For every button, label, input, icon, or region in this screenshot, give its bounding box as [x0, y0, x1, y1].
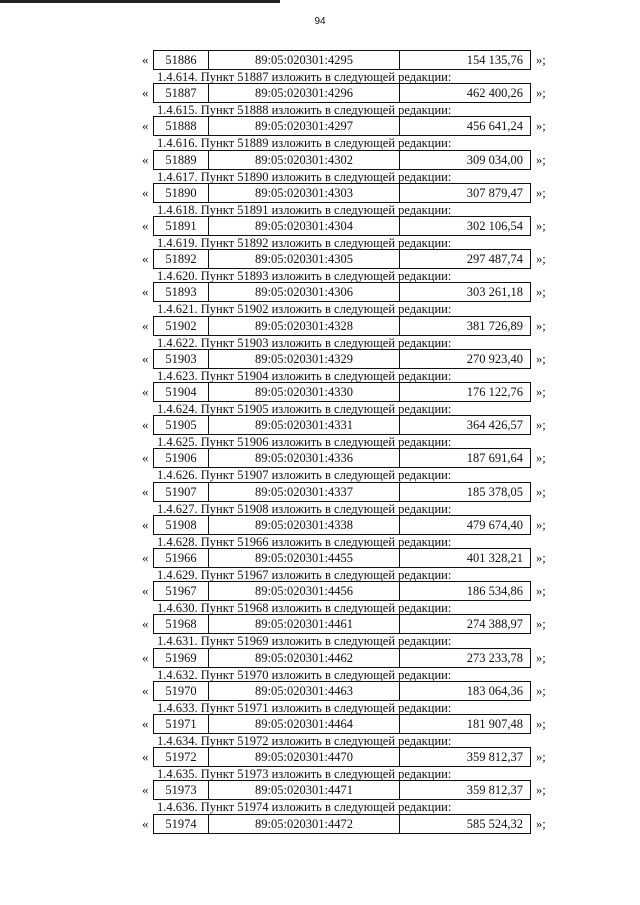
quote-close: »; [536, 817, 546, 831]
row-table [153, 482, 531, 502]
amendment-caption: 1.4.624. Пункт 51905 изложить в следующей редакции: [157, 402, 452, 416]
quote-open: « [142, 683, 149, 698]
cadastral-number-cell: 89:05:020301:4338 [209, 516, 400, 534]
table-row [0, 714, 640, 734]
item-number-cell: 51966 [154, 549, 209, 567]
cadastral-number-cell: 89:05:020301:4471 [209, 781, 400, 799]
quote-close: »; [536, 584, 546, 598]
quote-close: »; [536, 252, 546, 266]
value-cell: 181 907,48 [466, 717, 523, 731]
cadastral-number-cell: 89:05:020301:4306 [209, 283, 400, 301]
value-cell: 186 534,86 [466, 584, 523, 598]
table-row [0, 780, 640, 800]
table-row [0, 415, 640, 435]
quote-open: « [142, 284, 149, 299]
cadastral-number-cell: 89:05:020301:4461 [209, 615, 400, 633]
amendment-caption: 1.4.629. Пункт 51967 изложить в следующей редакции: [157, 568, 452, 582]
item-number-cell: 51969 [154, 649, 209, 667]
value-cell: 359 812,37 [466, 750, 523, 764]
quote-open: « [142, 85, 149, 100]
quote-open: « [142, 450, 149, 465]
item-number-cell: 51903 [154, 350, 209, 368]
cadastral-number-cell: 89:05:020301:4456 [209, 582, 400, 600]
value-cell: 456 641,24 [466, 119, 523, 133]
value-cell: 381 726,89 [466, 319, 523, 333]
quote-open: « [142, 550, 149, 565]
table-row [0, 83, 640, 103]
table-row [0, 382, 640, 402]
quote-close: »; [536, 418, 546, 432]
amendment-caption: 1.4.631. Пункт 51969 изложить в следующей редакции: [157, 634, 452, 648]
table-row [0, 448, 640, 468]
value-cell: 185 378,05 [466, 485, 523, 499]
amendment-caption: 1.4.622. Пункт 51903 изложить в следующей редакции: [157, 336, 452, 350]
item-number-cell: 51890 [154, 184, 209, 202]
quote-close: »; [536, 451, 546, 465]
table-row [0, 581, 640, 601]
amendment-caption: 1.4.627. Пункт 51908 изложить в следующей редакции: [157, 502, 452, 516]
quote-open: « [142, 152, 149, 167]
row-table [153, 50, 531, 70]
quote-close: »; [536, 219, 546, 233]
item-number-cell: 51972 [154, 748, 209, 766]
row-table [153, 216, 531, 236]
table-row [0, 515, 640, 535]
table-row [0, 747, 640, 767]
item-number-cell: 51968 [154, 615, 209, 633]
cadastral-number-cell: 89:05:020301:4302 [209, 151, 400, 169]
value-cell: 176 122,76 [466, 385, 523, 399]
row-table [153, 548, 531, 568]
item-number-cell: 51904 [154, 383, 209, 401]
quote-open: « [142, 218, 149, 233]
quote-close: »; [536, 651, 546, 665]
amendment-caption: 1.4.625. Пункт 51906 изложить в следующей редакции: [157, 435, 452, 449]
cadastral-number-cell: 89:05:020301:4462 [209, 649, 400, 667]
row-table [153, 415, 531, 435]
row-table [153, 83, 531, 103]
amendment-caption: 1.4.623. Пункт 51904 изложить в следующей редакции: [157, 369, 452, 383]
quote-open: « [142, 417, 149, 432]
amendment-caption: 1.4.617. Пункт 51890 изложить в следующей редакции: [157, 170, 452, 184]
page-number: 94 [314, 16, 326, 27]
item-number-cell: 51970 [154, 682, 209, 700]
cadastral-number-cell: 89:05:020301:4470 [209, 748, 400, 766]
cadastral-number-cell: 89:05:020301:4331 [209, 416, 400, 434]
row-table [153, 614, 531, 634]
value-cell: 183 064,36 [466, 684, 523, 698]
value-cell: 302 106,54 [466, 219, 523, 233]
row-table [153, 648, 531, 668]
row-table [153, 681, 531, 701]
cadastral-number-cell: 89:05:020301:4455 [209, 549, 400, 567]
top-rule [0, 0, 280, 3]
quote-close: »; [536, 551, 546, 565]
table-row [0, 681, 640, 701]
quote-open: « [142, 616, 149, 631]
amendment-caption: 1.4.626. Пункт 51907 изложить в следующей редакции: [157, 468, 452, 482]
quote-open: « [142, 318, 149, 333]
row-table [153, 581, 531, 601]
quote-open: « [142, 583, 149, 598]
amendment-caption: 1.4.618. Пункт 51891 изложить в следующей редакции: [157, 203, 452, 217]
quote-open: « [142, 384, 149, 399]
row-table [153, 382, 531, 402]
quote-close: »; [536, 153, 546, 167]
quote-open: « [142, 749, 149, 764]
value-cell: 307 879,47 [466, 186, 523, 200]
item-number-cell: 51887 [154, 84, 209, 102]
quote-close: »; [536, 119, 546, 133]
item-number-cell: 51891 [154, 217, 209, 235]
amendment-caption: 1.4.619. Пункт 51892 изложить в следующей редакции: [157, 236, 452, 250]
quote-close: »; [536, 385, 546, 399]
cadastral-number-cell: 89:05:020301:4464 [209, 715, 400, 733]
quote-open: « [142, 118, 149, 133]
item-number-cell: 51902 [154, 317, 209, 335]
quote-close: »; [536, 53, 546, 67]
quote-open: « [142, 816, 149, 831]
cadastral-number-cell: 89:05:020301:4305 [209, 250, 400, 268]
quote-close: »; [536, 319, 546, 333]
amendment-caption: 1.4.633. Пункт 51971 изложить в следующей редакции: [157, 701, 452, 715]
value-cell: 297 487,74 [466, 252, 523, 266]
item-number-cell: 51973 [154, 781, 209, 799]
cadastral-number-cell: 89:05:020301:4328 [209, 317, 400, 335]
item-number-cell: 51893 [154, 283, 209, 301]
cadastral-number-cell: 89:05:020301:4472 [209, 815, 400, 833]
amendment-caption: 1.4.620. Пункт 51893 изложить в следующей редакции: [157, 269, 452, 283]
quote-open: « [142, 484, 149, 499]
quote-open: « [142, 650, 149, 665]
value-cell: 309 034,00 [466, 153, 523, 167]
row-table [153, 515, 531, 535]
table-row [0, 614, 640, 634]
table-row [0, 183, 640, 203]
row-table [153, 316, 531, 336]
table-row [0, 216, 640, 236]
cadastral-number-cell: 89:05:020301:4303 [209, 184, 400, 202]
item-number-cell: 51906 [154, 449, 209, 467]
quote-open: « [142, 716, 149, 731]
amendment-caption: 1.4.630. Пункт 51968 изложить в следующей редакции: [157, 601, 452, 615]
row-table [153, 780, 531, 800]
item-number-cell: 51889 [154, 151, 209, 169]
row-table [153, 349, 531, 369]
cadastral-number-cell: 89:05:020301:4330 [209, 383, 400, 401]
table-row [0, 50, 640, 70]
amendment-caption: 1.4.621. Пункт 51902 изложить в следующей редакции: [157, 302, 452, 316]
value-cell: 479 674,40 [466, 518, 523, 532]
cadastral-number-cell: 89:05:020301:4336 [209, 449, 400, 467]
value-cell: 303 261,18 [466, 285, 523, 299]
row-table [153, 282, 531, 302]
cadastral-number-cell: 89:05:020301:4463 [209, 682, 400, 700]
quote-open: « [142, 351, 149, 366]
quote-close: »; [536, 717, 546, 731]
amendment-caption: 1.4.628. Пункт 51966 изложить в следующей редакции: [157, 535, 452, 549]
cadastral-number-cell: 89:05:020301:4296 [209, 84, 400, 102]
table-row [0, 548, 640, 568]
row-table [153, 150, 531, 170]
row-table [153, 249, 531, 269]
amendment-caption: 1.4.636. Пункт 51974 изложить в следующей редакции: [157, 800, 452, 814]
value-cell: 273 233,78 [466, 651, 523, 665]
amendment-caption: 1.4.635. Пункт 51973 изложить в следующей редакции: [157, 767, 452, 781]
cadastral-number-cell: 89:05:020301:4304 [209, 217, 400, 235]
cadastral-number-cell: 89:05:020301:4337 [209, 483, 400, 501]
table-row [0, 150, 640, 170]
item-number-cell: 51908 [154, 516, 209, 534]
cadastral-number-cell: 89:05:020301:4329 [209, 350, 400, 368]
value-cell: 462 400,26 [466, 86, 523, 100]
value-cell: 274 388,97 [466, 617, 523, 631]
amendment-caption: 1.4.632. Пункт 51970 изложить в следующей редакции: [157, 668, 452, 682]
row-table [153, 747, 531, 767]
table-row [0, 116, 640, 136]
value-cell: 359 812,37 [466, 783, 523, 797]
value-cell: 364 426,57 [466, 418, 523, 432]
cadastral-number-cell: 89:05:020301:4297 [209, 117, 400, 135]
quote-close: »; [536, 485, 546, 499]
table-row [0, 482, 640, 502]
quote-close: »; [536, 86, 546, 100]
amendment-caption: 1.4.634. Пункт 51972 изложить в следующей редакции: [157, 734, 452, 748]
item-number-cell: 51974 [154, 815, 209, 833]
row-table [153, 814, 531, 834]
quote-close: »; [536, 186, 546, 200]
table-row [0, 249, 640, 269]
quote-close: »; [536, 352, 546, 366]
row-table [153, 183, 531, 203]
row-table [153, 448, 531, 468]
item-number-cell: 51905 [154, 416, 209, 434]
row-table [153, 714, 531, 734]
item-number-cell: 51907 [154, 483, 209, 501]
amendment-caption: 1.4.616. Пункт 51889 изложить в следующей редакции: [157, 136, 452, 150]
table-row [0, 316, 640, 336]
quote-open: « [142, 185, 149, 200]
amendment-caption: 1.4.614. Пункт 51887 изложить в следующей редакции: [157, 70, 452, 84]
quote-close: »; [536, 617, 546, 631]
table-row [0, 282, 640, 302]
item-number-cell: 51971 [154, 715, 209, 733]
table-row [0, 648, 640, 668]
quote-open: « [142, 251, 149, 266]
value-cell: 585 524,32 [466, 817, 523, 831]
value-cell: 401 328,21 [466, 551, 523, 565]
item-number-cell: 51888 [154, 117, 209, 135]
quote-close: »; [536, 783, 546, 797]
quote-close: »; [536, 285, 546, 299]
cadastral-number-cell: 89:05:020301:4295 [209, 51, 400, 69]
quote-close: »; [536, 750, 546, 764]
value-cell: 187 691,64 [466, 451, 523, 465]
item-number-cell: 51886 [154, 51, 209, 69]
quote-close: »; [536, 684, 546, 698]
table-row [0, 814, 640, 834]
quote-open: « [142, 782, 149, 797]
quote-close: »; [536, 518, 546, 532]
amendment-caption: 1.4.615. Пункт 51888 изложить в следующей редакции: [157, 103, 452, 117]
quote-open: « [142, 52, 149, 67]
item-number-cell: 51892 [154, 250, 209, 268]
row-table [153, 116, 531, 136]
value-cell: 154 135,76 [466, 53, 523, 67]
item-number-cell: 51967 [154, 582, 209, 600]
quote-open: « [142, 517, 149, 532]
value-cell: 270 923,40 [466, 352, 523, 366]
table-row [0, 349, 640, 369]
